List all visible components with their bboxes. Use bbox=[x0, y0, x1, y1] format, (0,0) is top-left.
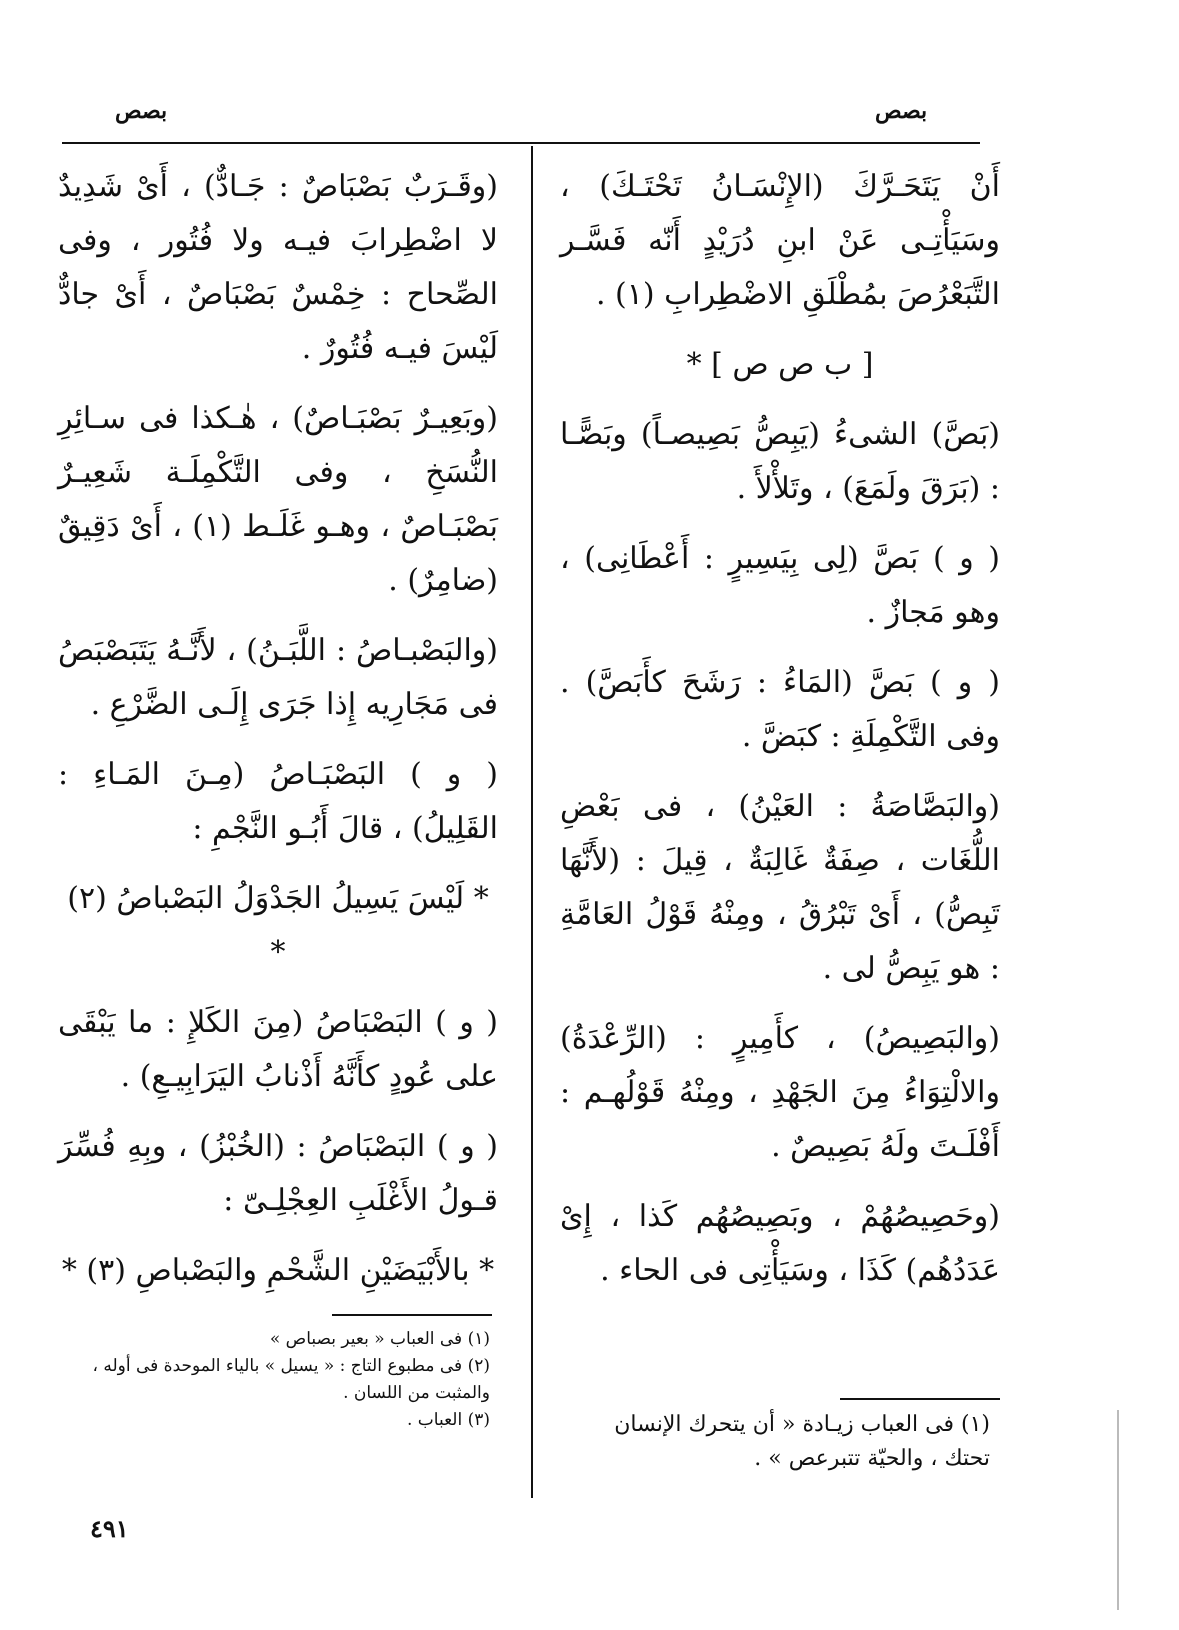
entry-paragraph: (والبَصِيصُ) ، كأَمِيرٍ : (الرِّعْدَةُ) والالْتِوَاءُ مِنَ الجَهْدِ ، ومِنْهُ قَوْلُهـم : أَفْلَـتَ ولَهُ بَصِيصٌ . bbox=[560, 1021, 1000, 1164]
entry-paragraph: ( و ) البَصْبَاصُ : (الخُبْزُ) ، وبِهِ فُسِّرَ قـولُ الأَغْلَبِ العِجْلِـىّ : bbox=[58, 1129, 498, 1218]
footnote: (١) فى العباب « بعير بصباص » bbox=[269, 1329, 490, 1349]
header-rule bbox=[62, 142, 980, 144]
column-divider bbox=[531, 146, 533, 1498]
right-footnotes bbox=[570, 1408, 990, 1476]
left-footnotes bbox=[70, 1326, 490, 1434]
footnote-rule bbox=[332, 1314, 492, 1316]
entry-paragraph: (وقَـرَبٌ بَصْبَاصٌ : جَـادٌّ) ، أَىْ شَدِيدٌ لا اضْطِرابَ فيـه ولا فُتُور ، وفى الصِّحاح : خِمْسٌ بَصْبَاصٌ ، أَىْ جادٌّ لَيْسَ فيـه فُتُورٌ . bbox=[58, 169, 498, 366]
footnote-rule bbox=[840, 1398, 1000, 1400]
scan-margin-line bbox=[1117, 1410, 1119, 1610]
left-header-word: بصص bbox=[115, 98, 168, 124]
footnote: (٢) فى مطبوع التاج : « يسيل » بالياء الموحدة فى أوله ، والمثبت من اللسان . bbox=[92, 1356, 490, 1403]
right-header-word: بصص bbox=[875, 98, 928, 124]
entry-paragraph: ( و ) بَصَّ (لِى بِيَسِيرٍ : أَعْطَانِى) ، وهو مَجازٌ . bbox=[560, 541, 1000, 630]
page-number: ٤٩١ bbox=[90, 1514, 129, 1543]
entry-paragraph: ( و ) البَصْبَـاصُ (مِـنَ المَـاءِ : القَلِيلُ) ، قالَ أَبُـو النَّجْمِ : bbox=[58, 757, 498, 846]
entry-paragraph: (والبَصَّاصَةُ : العَيْنُ) ، فى بَعْضِ اللُّغَات ، صِفَةٌ غَالِبَةٌ ، قِيلَ : (لأَنَّهَا تَبِصُّ) ، أَىْ تَبْرُقُ ، ومِنْهُ قَوْلُ العَامَّةِ : هو يَبِصُّ لى . bbox=[560, 789, 1000, 986]
left-column bbox=[58, 160, 498, 1314]
footnote: (٣) العباب . bbox=[406, 1410, 490, 1430]
entry-paragraph: (وبَعِيـرٌ بَصْبَـاصٌ) ، هٰـكذا فى سـائِرِ النُّسَخِ ، وفى التَّكْمِلَـة شَعِيـرٌ بَصْبَـاصٌ ، وهـو غَلَـط (١) ، أَىْ دَقِيقٌ (ضامِرٌ) . bbox=[58, 401, 498, 598]
right-column bbox=[560, 160, 1000, 1314]
entry-paragraph: (بَصَّ) الشىءُ (يَبِصُّ بَصِيصـاً) وبَصًّـا : (بَرَقَ ولَمَعَ) ، وتَلأْلأَ . bbox=[560, 417, 1000, 506]
footnote: (١) فى العباب زيـادة « أن يتحرك الإنسان تحتك ، والحيّة تتبرعص » . bbox=[614, 1412, 990, 1471]
root-heading: [ ب ص ص ] * bbox=[686, 347, 874, 382]
poetry-verse: * لَيْسَ يَسِيلُ الجَدْوَلُ البَصْباصُ (٢) * bbox=[67, 881, 489, 970]
entry-paragraph: أَنْ يَتَحَـرَّكَ (الإِنْسَـانُ تَحْتَـكَ) ، وسَيَأْتِـى عَنْ ابنِ دُرَيْدٍ أَنّه فَسَّـر التَّبَعْرُصَ بمُطْلَقِ الاضْطِرابِ (١) . bbox=[560, 169, 1000, 312]
entry-paragraph: ( و ) بَصَّ (المَاءُ : رَشَحَ كأَبَصَّ) . وفى التَّكْمِلَةِ : كبَضَّ . bbox=[560, 665, 1000, 754]
poetry-verse: * بالأَبْيَضَيْنِ الشَّحْمِ والبَصْباصِ (٣) * bbox=[61, 1253, 495, 1288]
entry-paragraph: ( و ) البَصْبَاصُ (مِنَ الكَلإِ : ما يَبْقَى على عُودٍ كأَنَّهُ أَذْنابُ اليَرَابِيـعِ) . bbox=[58, 1005, 498, 1094]
entry-paragraph: (وحَصِيصُهُمْ ، وبَصِيصُهُم كَذا ، إِىْ عَدَدُهُم) كَذَا ، وسَيَأْتِى فى الحاء . bbox=[560, 1199, 1000, 1288]
entry-paragraph: (والبَصْبـاصُ : اللَّبَـنُ) ، لأَنَّـهُ يَتَبَصْبَصُ فى مَجَارِيه إِذا جَرَى إِلَـى الضَّرْعِ . bbox=[58, 633, 498, 722]
